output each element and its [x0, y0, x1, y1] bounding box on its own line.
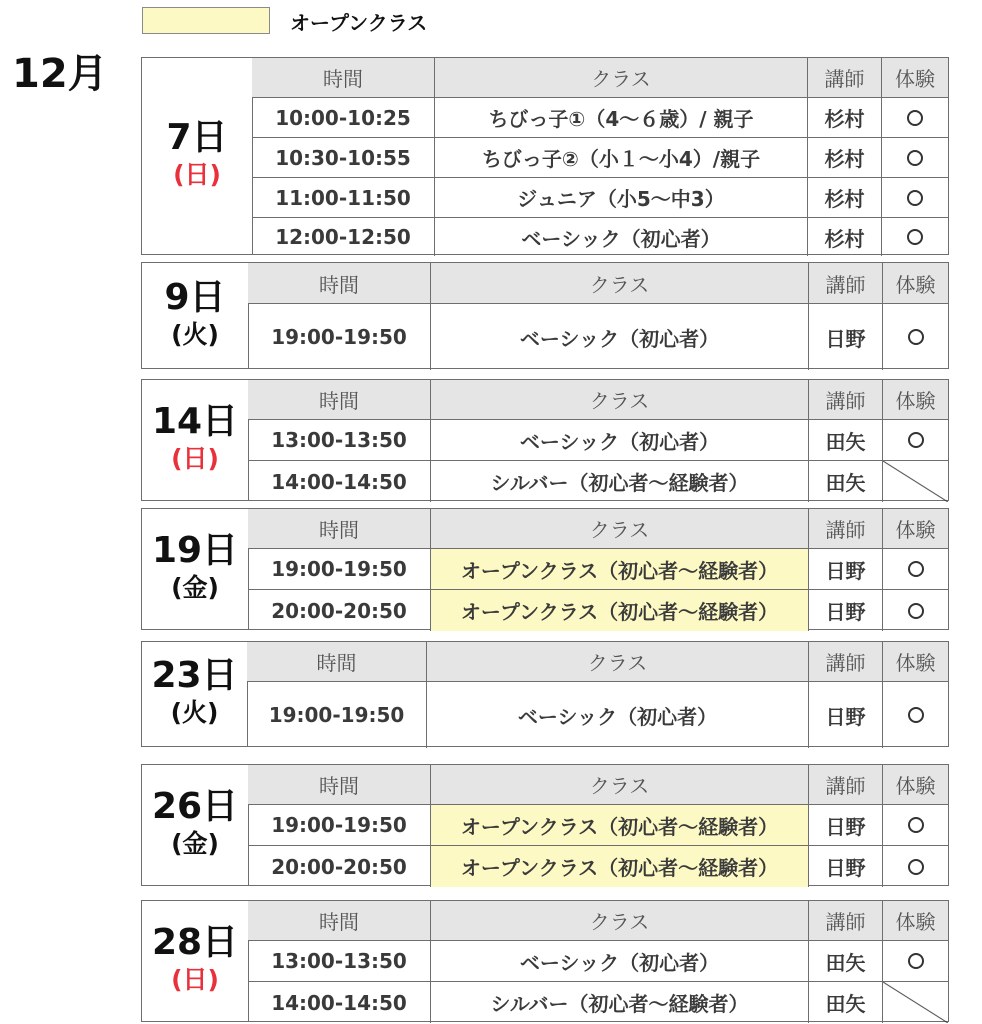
table-row [248, 590, 948, 631]
trial-cell [883, 590, 948, 631]
trial-cell [882, 178, 948, 217]
class-cell: オープンクラス（初心者〜経験者） [431, 590, 809, 631]
table-row [248, 304, 948, 370]
trial-cell [882, 218, 948, 256]
time-cell: 14:00-14:50 [248, 461, 431, 502]
header-trial: 体験 [883, 901, 948, 940]
header-class: クラス [431, 380, 809, 419]
trial-cell [883, 304, 948, 370]
date-cell [142, 380, 249, 500]
date-cell [142, 901, 249, 1021]
day-block [141, 57, 949, 255]
time-cell: 20:00-20:50 [248, 590, 431, 631]
date-cell [142, 642, 248, 746]
header-time: 時間 [248, 901, 431, 940]
header-class: クラス [431, 765, 809, 804]
trial-cell [882, 138, 948, 177]
header-time: 時間 [248, 765, 431, 804]
header-instructor: 講師 [808, 58, 882, 97]
class-table [248, 509, 948, 629]
time-cell: 11:00-11:50 [252, 178, 435, 217]
trial-available-icon [908, 603, 924, 619]
table-header-row [248, 263, 948, 304]
header-trial: 体験 [883, 263, 948, 303]
instructor-cell: 日野 [809, 805, 883, 845]
day-label: 14日 [151, 401, 239, 442]
table-row [247, 682, 948, 748]
day-block [141, 641, 949, 747]
time-cell: 19:00-19:50 [247, 682, 427, 748]
table-header-row [247, 642, 948, 682]
class-cell: オープンクラス（初心者〜経験者） [431, 549, 809, 589]
header-instructor: 講師 [809, 509, 883, 548]
day-block [141, 764, 949, 886]
class-table [252, 58, 948, 254]
table-row [248, 941, 948, 982]
table-row [248, 549, 948, 590]
weekday-label: (火) [171, 319, 219, 349]
trial-cell [883, 941, 948, 981]
instructor-cell: 杉村 [808, 178, 882, 217]
time-cell: 13:00-13:50 [248, 941, 431, 981]
trial-cell [882, 98, 948, 137]
header-time: 時間 [252, 58, 435, 97]
trial-available-icon [908, 432, 924, 448]
header-class: クラス [431, 901, 809, 940]
time-cell: 19:00-19:50 [248, 304, 431, 370]
table-row [252, 218, 948, 256]
header-time: 時間 [247, 642, 427, 681]
trial-available-icon [908, 561, 924, 577]
table-row [252, 98, 948, 138]
table-header-row [248, 380, 948, 420]
instructor-cell: 田矢 [809, 982, 883, 1023]
class-cell: ちびっ子①（4〜６歳）/ 親子 [435, 98, 808, 137]
table-header-row [248, 901, 948, 941]
trial-not-available-cell [883, 461, 948, 502]
header-time: 時間 [248, 509, 431, 548]
header-trial: 体験 [883, 642, 948, 681]
class-cell: ベーシック（初心者） [431, 941, 809, 981]
trial-cell [883, 846, 948, 887]
header-trial: 体験 [883, 380, 948, 419]
trial-available-icon [907, 150, 923, 166]
date-cell [142, 58, 253, 254]
trial-available-icon [907, 110, 923, 126]
trial-available-icon [907, 190, 923, 206]
trial-cell [883, 549, 948, 589]
day-label: 23日 [151, 655, 238, 696]
header-instructor: 講師 [809, 642, 883, 681]
header-time: 時間 [248, 380, 431, 419]
header-instructor: 講師 [809, 263, 883, 303]
weekday-label: (金) [171, 829, 219, 858]
class-cell: ちびっ子②（小１〜小4）/親子 [435, 138, 808, 177]
header-instructor: 講師 [809, 901, 883, 940]
table-row [248, 982, 948, 1023]
header-class: クラス [431, 263, 809, 303]
trial-cell [883, 420, 948, 460]
day-block [141, 262, 949, 369]
weekday-label: (日) [171, 965, 219, 994]
class-table [248, 901, 948, 1021]
day-block [141, 508, 949, 630]
instructor-cell: 田矢 [809, 420, 883, 460]
instructor-cell: 日野 [809, 590, 883, 631]
table-header-row [252, 58, 948, 98]
legend-swatch [142, 7, 270, 34]
table-row [248, 846, 948, 887]
date-cell [142, 765, 249, 885]
class-cell: ベーシック（初心者） [431, 420, 809, 460]
weekday-label: (日) [171, 444, 219, 473]
table-row [252, 138, 948, 178]
instructor-cell: 日野 [809, 682, 883, 748]
time-cell: 12:00-12:50 [252, 218, 435, 256]
trial-available-icon [908, 817, 924, 833]
day-label: 7日 [166, 117, 228, 158]
table-header-row [248, 509, 948, 549]
day-label: 9日 [164, 276, 226, 318]
time-cell: 19:00-19:50 [248, 549, 431, 589]
trial-available-icon [908, 329, 924, 345]
header-trial: 体験 [883, 765, 948, 804]
instructor-cell: 杉村 [808, 98, 882, 137]
header-class: クラス [435, 58, 808, 97]
time-cell: 19:00-19:50 [248, 805, 431, 845]
time-cell: 14:00-14:50 [248, 982, 431, 1023]
day-block [141, 900, 949, 1022]
legend-label: オープンクラス [290, 11, 428, 35]
trial-cell [883, 805, 948, 845]
instructor-cell: 田矢 [809, 461, 883, 502]
weekday-label: (火) [170, 698, 219, 727]
date-cell [142, 263, 249, 368]
class-cell: オープンクラス（初心者〜経験者） [431, 805, 809, 845]
header-class: クラス [427, 642, 809, 681]
instructor-cell: 杉村 [808, 218, 882, 256]
class-cell: ジュニア（小5〜中3） [435, 178, 808, 217]
time-cell: 13:00-13:50 [248, 420, 431, 460]
day-label: 19日 [151, 530, 239, 571]
class-table [248, 380, 948, 500]
time-cell: 20:00-20:50 [248, 846, 431, 887]
header-class: クラス [431, 509, 809, 548]
instructor-cell: 日野 [809, 846, 883, 887]
instructor-cell: 杉村 [808, 138, 882, 177]
weekday-label: (日) [173, 160, 221, 189]
trial-not-available-cell [883, 982, 948, 1023]
day-label: 26日 [151, 786, 239, 827]
table-row [248, 461, 948, 502]
trial-cell [883, 682, 948, 748]
instructor-cell: 日野 [809, 304, 883, 370]
class-table [247, 642, 948, 746]
class-table [248, 263, 948, 368]
weekday-label: (金) [171, 573, 219, 602]
instructor-cell: 日野 [809, 549, 883, 589]
day-label: 28日 [151, 922, 239, 963]
class-cell: ベーシック（初心者） [427, 682, 809, 748]
trial-available-icon [907, 229, 923, 245]
month-title: 12月 [12, 51, 108, 97]
class-table [248, 765, 948, 885]
header-instructor: 講師 [809, 765, 883, 804]
table-header-row [248, 765, 948, 805]
class-cell: シルバー（初心者〜経験者） [431, 461, 809, 502]
table-row [252, 178, 948, 218]
time-cell: 10:00-10:25 [252, 98, 435, 137]
class-cell: ベーシック（初心者） [435, 218, 808, 256]
table-row [248, 805, 948, 846]
date-cell [142, 509, 249, 629]
table-row [248, 420, 948, 461]
class-cell: シルバー（初心者〜経験者） [431, 982, 809, 1023]
header-trial: 体験 [882, 58, 948, 97]
header-trial: 体験 [883, 509, 948, 548]
trial-available-icon [908, 859, 924, 875]
trial-available-icon [908, 953, 924, 969]
trial-available-icon [908, 707, 924, 723]
day-block [141, 379, 949, 501]
header-instructor: 講師 [809, 380, 883, 419]
time-cell: 10:30-10:55 [252, 138, 435, 177]
instructor-cell: 田矢 [809, 941, 883, 981]
class-cell: ベーシック（初心者） [431, 304, 809, 370]
header-time: 時間 [248, 263, 431, 303]
class-cell: オープンクラス（初心者〜経験者） [431, 846, 809, 887]
